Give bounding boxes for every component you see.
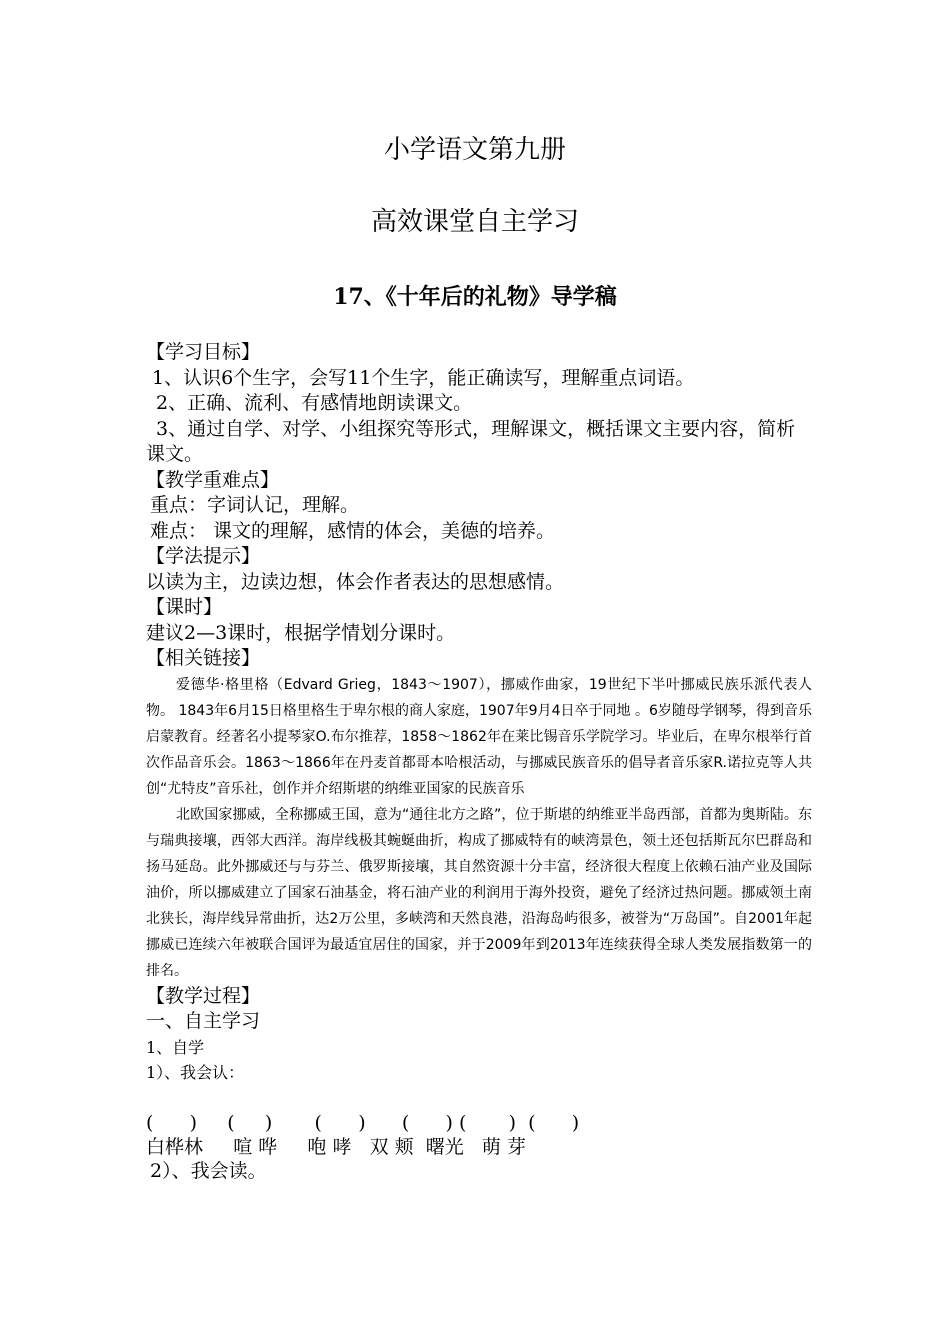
pinyin-blanks: ( ) ( ) ( ) ( ) ( ) ( ) [146,1111,580,1134]
title-grade: 小学语文第九册 [383,135,566,165]
focus-point: 重点：字词认记，理解。 [150,494,360,516]
goals-heading: 【学习目标】 [146,341,261,363]
keypoints-heading: 【教学重难点】 [146,468,280,491]
lesson-title: 17、《十年后的礼物》导学稿 [333,284,617,310]
goal-3: 3、通过自学、对学、小组探究等形式，理解课文，概括课文主要内容，简析课文。 [146,417,796,465]
goal-1: 1、认识6个生字，会写11个生字，能正确读写，理解重点词语。 [152,366,695,389]
hours-heading: 【课时】 [146,596,223,618]
norway-paragraph: 北欧国家挪威，全称挪威王国，意为“通往北方之路”，位于斯堪的纳维亚半岛西部，首都为奥斯陆。东与瑞典接壤，西邻大西洋。海岸线极其蜿蜒曲折，构成了挪威特有的峡湾景色，领土还包括斯瓦尔巴群岛和扬马延岛。此外挪威还与与芬兰、俄罗斯接壤，其自然资源十分丰富，经济很大程度上依赖石油产业及国际油价，所以挪威建立了国家石油基金，将石油产业的利润用于海外投资，避免了经济过热问题。挪威领土南北狭长，海岸线异常曲折，达2万公里，多峡湾和天然良港，沿海岛屿很多，被誉为“万岛国”。自2001年起挪威已连续六年被联合国评为最适宜居住的国家，并于2009年到2013年连续获得全球人类发展指数第一的排名。 [146,806,812,979]
links-heading: 【相关链接】 [146,647,261,669]
item-read: 2）、我会读。 [150,1159,267,1182]
grieg-paragraph: 爱德华·格里格（Edvard Grieg，1843～1907），挪威作曲家，19世纪下半叶挪威民族乐派代表人物。 1843年6月15日格里格生于卑尔根的商人家庭，1907年9月4日卒于同地 。6岁随母学钢琴，得到音乐启蒙教育。经著名小提琴家O.布尔推荐，1858～1862年在莱比锡音乐学院学习。毕业后，在卑尔根举行首次作品音乐会。1863～1866年在丹麦首都哥本哈根活动，与挪威民族音乐的倡导者音乐家R.诺拉克等人共创“尤特皮”音乐社，创作并介绍斯堪的纳维亚国家的民族音乐 [146,676,812,797]
item-recognize: 1）、我会认： [146,1062,245,1082]
method-heading: 【学法提示】 [146,545,261,567]
document-body [146,340,812,1184]
sub-self-study: 1、自学 [146,1037,205,1057]
method-text: 以读为主，边读边想，体会作者表达的思想感情。 [146,570,565,593]
spacer [146,1085,812,1111]
section-self-study: 一、自主学习 [146,1010,261,1032]
word-list: 白桦林 喧 哗 咆 哮 双 颊 曙光 萌 芽 [146,1135,526,1158]
process-heading: 【教学过程】 [146,984,261,1007]
goal-2: 2、正确、流利、有感情地朗读课文。 [156,392,473,414]
difficulty-point: 难点： 课文的理解，感情的体会，美德的培养。 [150,519,556,542]
hours-text: 建议2—3课时，根据学情划分课时。 [146,621,456,644]
title-subject: 高效课堂自主学习 [370,207,579,237]
